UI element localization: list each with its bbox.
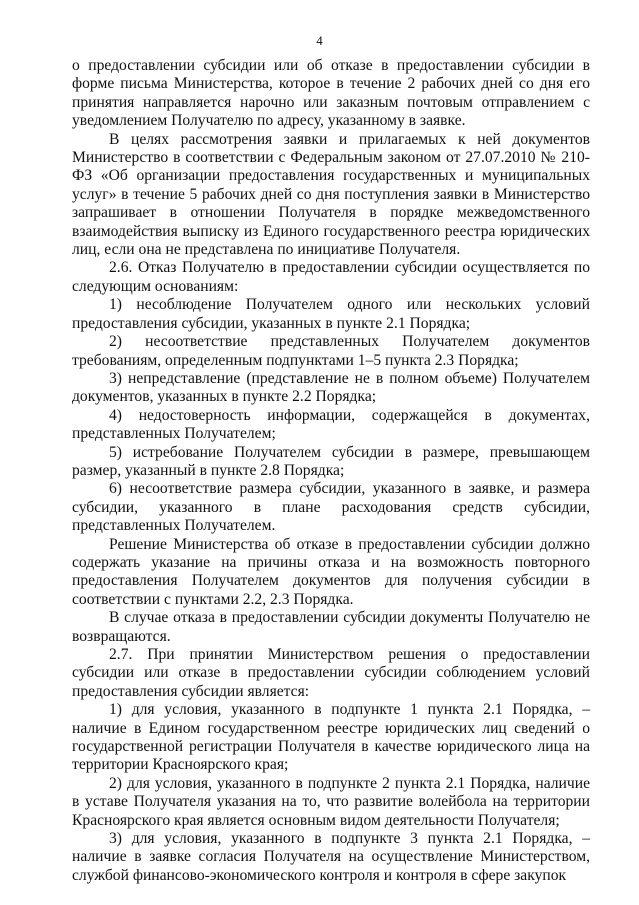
list-item-condition-2: 2) для условия, указанного в подпункте 2 пункта 2.1 Порядка, наличие в уставе Получателя указания на то, что развитие волейбола на территории Красноярского края является основным видом деятельности Получателя; — [72, 774, 590, 829]
list-item-ground-4: 4) недостоверность информации, содержащейся в документах, представленных Получателем; — [72, 406, 590, 443]
list-item-ground-1: 1) несоблюдение Получателем одного или нескольких условий предоставления субсидии, указанных в пункте 2.1 Порядка; — [72, 296, 590, 332]
page-number: 4 — [316, 33, 323, 48]
list-item-ground-2: 2) несоответствие представленных Получателем документов требованиям, определенным подпунктами 1–5 пункта 2.3 Порядка; — [72, 333, 590, 369]
list-item-ground-3: 3) непредставление (представление не в полном объеме) Получателем документов, указанных в пункте 2.2 Порядка; — [72, 369, 590, 406]
list-item-condition-3: 3) для условия, указанного в подпункте 3 пункта 2.1 Порядка, – наличие в заявке согласия Получателя на осуществление Министерством, службой финансово-экономического контроля и контроля в сфере закупок — [72, 830, 590, 884]
list-item-ground-5: 5) истребование Получателем субсидии в размере, превышающем размер, указанный в пункте 2.8 Порядка; — [72, 443, 590, 479]
list-item-condition-1: 1) для условия, указанного в подпункте 1 пункта 2.1 Порядка, – наличие в Едином государственном реестре юридических лиц сведений о государственной регистрации Получателя в качестве юридического лица на территории Красноярского края; — [72, 701, 590, 774]
paragraph-continuation: о предоставлении субсидии или об отказе в предоставлении субсидии в форме письма Министерства, которое в течение 2 рабочих дней со дня его принятия направляется нарочно или заказным почтовым отправлением с уведомлением Получателю по адресу, указанному в заявке. — [72, 57, 590, 130]
document-body — [72, 57, 590, 885]
paragraph-2-6-heading: 2.6. Отказ Получателю в предоставлении субсидии осуществляется по следующим основаниям: — [72, 259, 590, 295]
paragraph-refusal-decision: Решение Министерства об отказе в предоставлении субсидии должно содержать указание на причины отказа и на возможность повторного предоставления Получателем документов для получения субсидии в соответствии с пунктами 2.2, 2.3 Порядка. — [72, 535, 590, 608]
paragraph-request-documents: В целях рассмотрения заявки и прилагаемых к ней документов Министерство в соответствии с Федеральным законом от 27.07.2010 № 210-ФЗ «Об организации предоставления государственных и муниципальных услуг» в течение 5 рабочих дней со дня поступления заявки в Министерство запрашивает в отношении Получателя в порядке межведомственного взаимодействия выписку из Единого государственного реестра юридических лиц, если она не представлена по инициативе Получателя. — [72, 130, 590, 259]
list-item-ground-6: 6) несоответствие размера субсидии, указанного в заявке, и размера субсидии, указанного в плане расходования средств субсидии, представленных Получателем. — [72, 480, 590, 535]
paragraph-documents-not-returned: В случае отказа в предоставлении субсидии документы Получателю не возвращаются. — [72, 609, 590, 645]
paragraph-2-7-heading: 2.7. При принятии Министерством решения о предоставлении субсидии или отказе в предоставлении субсидии соблюдением условий предоставления субсидии является: — [72, 646, 590, 700]
